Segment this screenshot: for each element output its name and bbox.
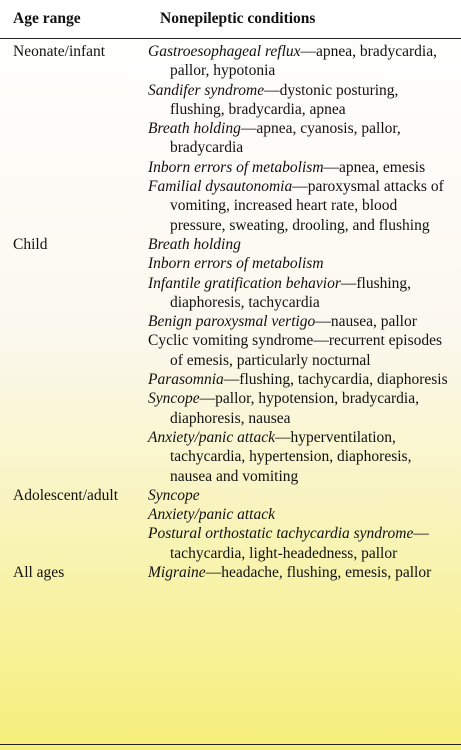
condition-name: Parasomnia — [148, 371, 224, 389]
condition-entry — [148, 81, 448, 120]
condition-name: Sandifer syndrome — [148, 81, 265, 99]
condition-symptoms: —apnea, cyanosis, pallor, bradycardia — [170, 120, 401, 157]
condition-symptoms: —tachycardia, light-headedness, pallor — [170, 525, 429, 562]
condition-symptoms: —headache, flushing, emesis, pallor — [205, 564, 432, 582]
age-range-cell: Neonate/infant — [13, 43, 106, 60]
condition-symptoms: —paroxysmal attacks of vomiting, increased heart rate, blood pressure, sweating, drooling, and flushing — [170, 178, 444, 234]
condition-entry — [148, 274, 448, 313]
condition-name: Benign paroxysmal vertigo — [148, 313, 316, 331]
condition-entry — [148, 42, 448, 81]
condition-symptoms: —flushing, diaphoresis, tachycardia — [170, 274, 412, 311]
condition-symptoms: —hyperventilation, tachycardia, hypertension, diaphoresis, nausea and vomiting — [170, 428, 412, 485]
condition-symptoms: —dystonic posturing, flushing, bradycardia, apnea — [170, 81, 399, 118]
condition-name: Breath holding — [148, 235, 241, 253]
condition-entry — [148, 331, 448, 370]
condition-symptoms: —pallor, hypotension, bradycardia, diaphoresis, nausea — [170, 390, 419, 427]
condition-name: Inborn errors of metabolism — [148, 158, 324, 176]
conditions-cell — [148, 486, 448, 563]
condition-symptoms: —apnea, emesis — [323, 158, 426, 176]
condition-entry — [148, 428, 448, 486]
table-header — [0, 0, 461, 39]
condition-name: Migraine — [148, 564, 206, 582]
conditions-cell — [148, 563, 448, 582]
conditions-header: Nonepileptic conditions — [160, 10, 316, 27]
condition-entry — [148, 235, 448, 254]
bottom-rule — [0, 744, 461, 745]
table-body — [0, 42, 461, 582]
condition-name: Familial dysautonomia — [148, 178, 293, 196]
condition-entry — [148, 177, 448, 235]
condition-entry — [148, 312, 448, 331]
table-row — [0, 486, 461, 563]
table-row — [0, 235, 461, 486]
conditions-cell — [148, 42, 448, 235]
conditions-cell — [148, 235, 448, 486]
condition-name: Anxiety/panic attack — [148, 428, 275, 446]
condition-name: Syncope — [148, 390, 200, 408]
condition-name: Infantile gratification behavior — [148, 274, 341, 292]
condition-name: Gastroesophageal reflux — [148, 43, 301, 60]
condition-symptoms: —nausea, pallor — [315, 313, 417, 331]
table-row — [0, 563, 461, 582]
age-range-cell: Child — [13, 235, 48, 253]
age-range-cell: Adolescent/adult — [13, 486, 119, 504]
condition-entry — [148, 505, 448, 524]
condition-symptoms: —apnea, bradycardia, pallor, hypotonia — [170, 43, 437, 80]
condition-name: Inborn errors of metabolism — [148, 255, 324, 273]
condition-name: Anxiety/panic attack — [148, 506, 275, 524]
age-range-header: Age range — [13, 10, 81, 27]
condition-name: Breath holding — [148, 120, 241, 138]
condition-entry — [148, 254, 448, 273]
condition-name: Postural orthostatic tachycardia syndrome — [148, 525, 414, 543]
condition-entry — [148, 563, 448, 582]
condition-name: Cyclic vomiting syndrome — [148, 332, 314, 350]
condition-entry — [148, 158, 448, 177]
condition-name: Syncope — [148, 486, 200, 504]
condition-entry — [148, 370, 448, 389]
condition-entry — [148, 524, 448, 563]
age-range-cell: All ages — [13, 564, 65, 582]
condition-symptoms: —recurrent episodes of emesis, particularly nocturnal — [170, 332, 443, 369]
condition-symptoms: —flushing, tachycardia, diaphoresis — [223, 371, 448, 389]
condition-entry — [148, 486, 448, 505]
condition-entry — [148, 119, 448, 158]
table-row — [0, 42, 461, 235]
condition-entry — [148, 389, 448, 428]
